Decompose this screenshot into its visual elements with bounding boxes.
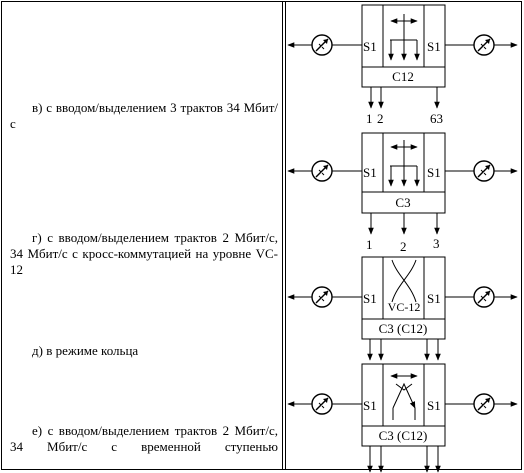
cross-connect-icon	[392, 260, 416, 302]
tap-label: 2	[400, 239, 407, 254]
tap-label: 1	[366, 111, 373, 126]
optical-port-icon	[312, 35, 332, 55]
tap-label: 3	[433, 236, 440, 251]
mux-block-3	[288, 257, 517, 360]
optical-port-icon	[312, 394, 332, 414]
port-label-right: S1	[427, 165, 441, 180]
item-v-text: в) с вводом/выделением 3 трактов 34 Мбит/с	[10, 100, 278, 131]
mux-label: C12	[392, 69, 414, 84]
port-label-left: S1	[363, 398, 377, 413]
tap-label: 2	[377, 111, 384, 126]
item-g-text: г) с вводом/выделением трактов 2 Мбит/с, 34 Мбит/с с кросс-коммутацией на уровне VC-12	[10, 230, 278, 277]
optical-port-icon	[474, 35, 494, 55]
tap-label: 1	[366, 237, 373, 252]
drop-switch-icon	[390, 14, 417, 60]
drop-switch-icon	[390, 140, 417, 186]
mux-block-4	[288, 364, 517, 472]
mux-label: C3 (C12)	[378, 428, 428, 443]
mux-label: C3 (C12)	[378, 321, 428, 336]
optical-port-icon	[312, 287, 332, 307]
mux-block-2	[288, 133, 517, 254]
port-label-left: S1	[363, 291, 377, 306]
port-label-right: S1	[427, 398, 441, 413]
inner-label: VC-12	[387, 300, 421, 314]
mux-block-1	[288, 5, 517, 126]
optical-port-icon	[474, 287, 494, 307]
item-d-text: д) в режиме кольца	[32, 343, 139, 358]
mux-label: C3	[395, 195, 411, 210]
port-label-left: S1	[363, 165, 377, 180]
optical-port-icon	[474, 394, 494, 414]
item-e-text: е) с вводом/выделением трактов 2 Мбит/с, 34 Мбит/с с временной ступенью	[10, 423, 278, 454]
port-label-left: S1	[363, 39, 377, 54]
port-label-right: S1	[427, 39, 441, 54]
port-label-right: S1	[427, 291, 441, 306]
optical-port-icon	[312, 161, 332, 181]
optical-port-icon	[474, 161, 494, 181]
time-switch-icon	[391, 376, 417, 420]
tap-label: 63	[430, 111, 443, 126]
